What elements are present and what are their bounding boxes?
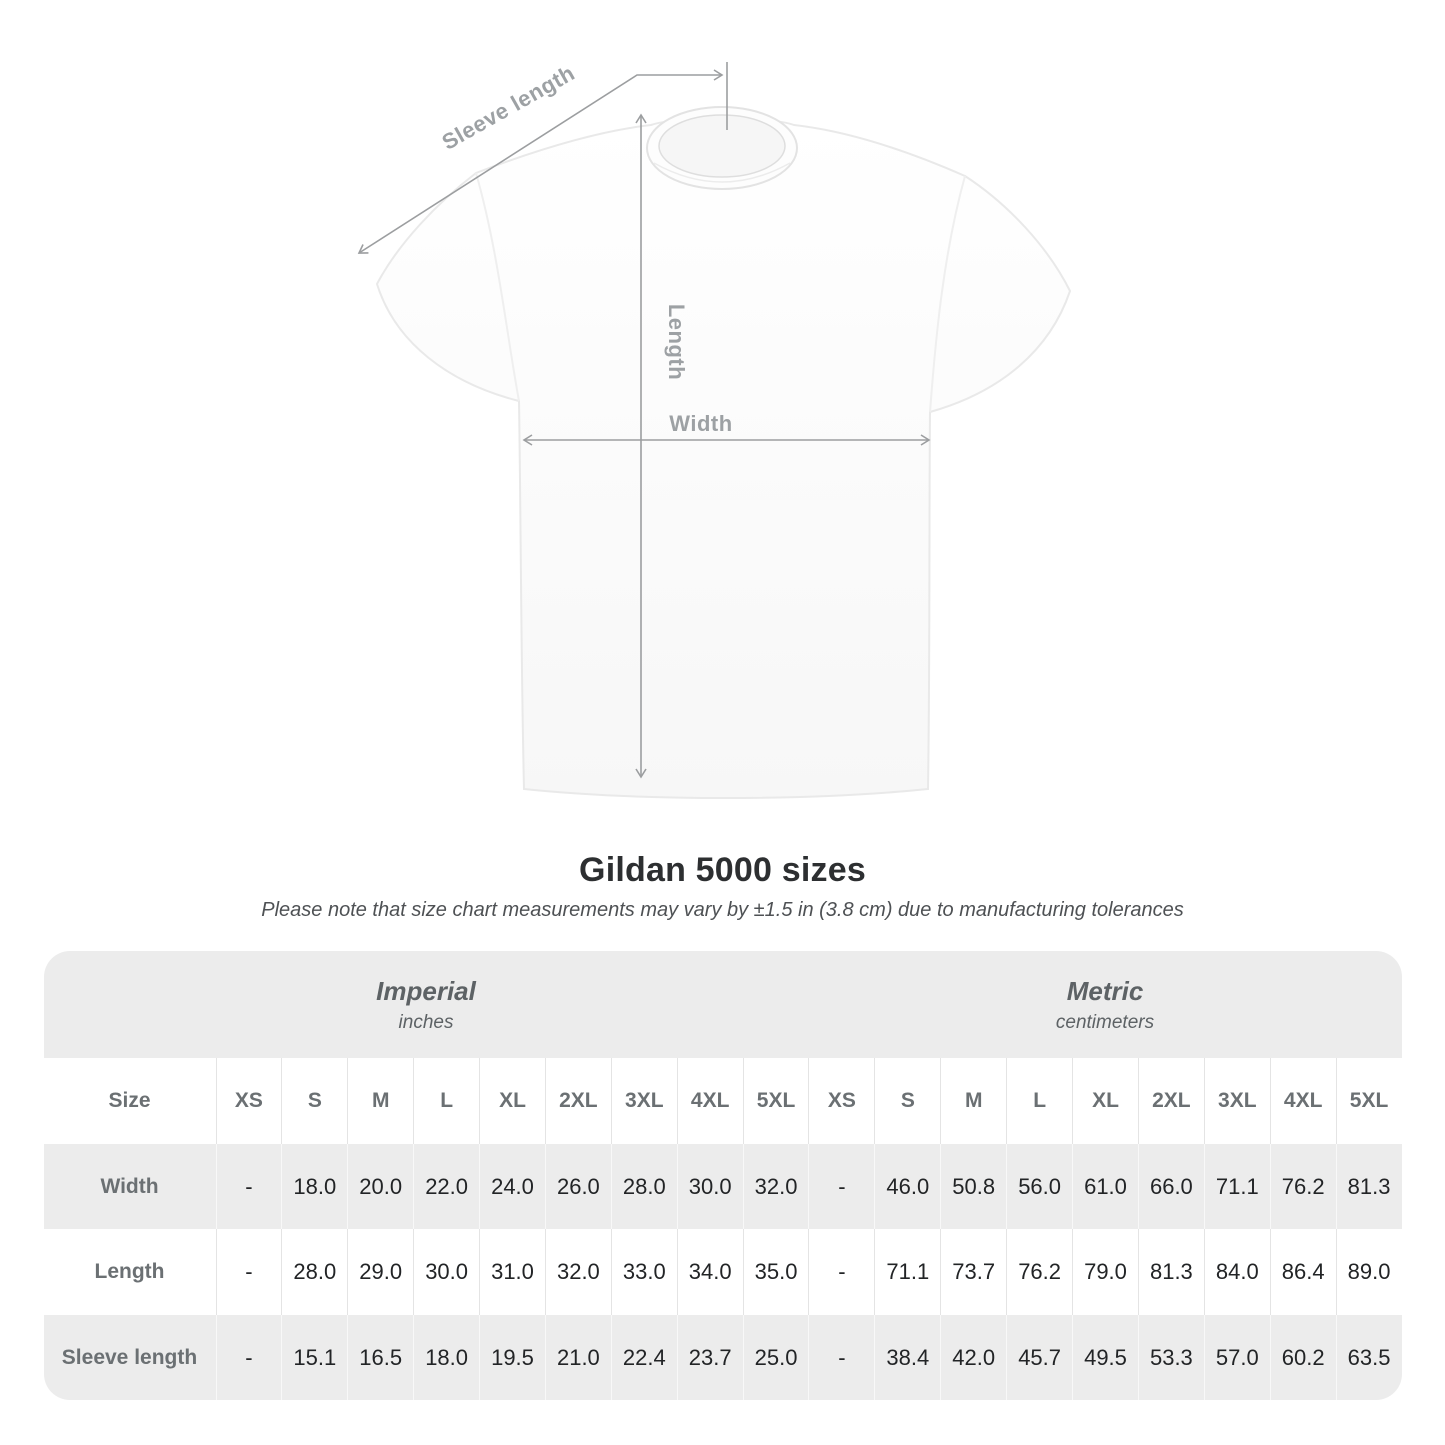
table-row-sleeve-length (44, 1315, 1402, 1400)
value-cell: 76.2 (1270, 1144, 1336, 1229)
value-cell: - (216, 1144, 282, 1229)
table-row-length (44, 1229, 1402, 1315)
value-cell: 19.5 (479, 1315, 545, 1400)
value-cell: 30.0 (677, 1144, 743, 1229)
value-cell: 63.5 (1336, 1315, 1402, 1400)
value-cell: - (216, 1315, 282, 1400)
value-cell: 81.3 (1138, 1229, 1204, 1315)
value-cell: 25.0 (743, 1315, 809, 1400)
size-col-header: XL (1072, 1058, 1138, 1144)
value-cell: 16.5 (347, 1315, 413, 1400)
size-col-header: 5XL (1336, 1058, 1402, 1144)
size-col-header: XS (216, 1058, 282, 1144)
page-title: Gildan 5000 sizes (579, 851, 866, 889)
value-cell: 22.4 (611, 1315, 677, 1400)
value-cell: 89.0 (1336, 1229, 1402, 1315)
value-cell: 34.0 (677, 1229, 743, 1315)
value-cell: 60.2 (1270, 1315, 1336, 1400)
value-cell: 71.1 (874, 1229, 940, 1315)
value-cell: 20.0 (347, 1144, 413, 1229)
metric-title: Metric (1066, 975, 1144, 1006)
value-cell: 28.0 (281, 1229, 347, 1315)
size-col-header: 4XL (1270, 1058, 1336, 1144)
value-cell: 33.0 (611, 1229, 677, 1315)
value-cell: 18.0 (413, 1315, 479, 1400)
size-col-header: S (281, 1058, 347, 1144)
size-table (44, 951, 1402, 1400)
unit-band (44, 951, 1402, 1058)
value-cell: 32.0 (545, 1229, 611, 1315)
value-cell: 84.0 (1204, 1229, 1270, 1315)
value-cell: 66.0 (1138, 1144, 1204, 1229)
value-cell: 73.7 (940, 1229, 1006, 1315)
size-col-header: 3XL (611, 1058, 677, 1144)
size-col-header: 2XL (1138, 1058, 1204, 1144)
value-cell: - (808, 1144, 874, 1229)
value-cell: 50.8 (940, 1144, 1006, 1229)
size-header-row (44, 1058, 1402, 1144)
size-col-header: 4XL (677, 1058, 743, 1144)
value-cell: 56.0 (1006, 1144, 1072, 1229)
metric-group-header (809, 951, 1402, 1058)
value-cell: 86.4 (1270, 1229, 1336, 1315)
value-cell: 24.0 (479, 1144, 545, 1229)
table-row-width (44, 1144, 1402, 1229)
value-cell: - (808, 1229, 874, 1315)
value-cell: 31.0 (479, 1229, 545, 1315)
collar-opening (659, 115, 785, 177)
tshirt-shape (377, 107, 1070, 798)
length-label: Length (664, 303, 689, 381)
value-cell: 21.0 (545, 1315, 611, 1400)
value-cell: 32.0 (743, 1144, 809, 1229)
value-cell: 57.0 (1204, 1315, 1270, 1400)
value-cell: 35.0 (743, 1229, 809, 1315)
corner-label: Size (108, 1089, 151, 1112)
value-cell: 49.5 (1072, 1315, 1138, 1400)
size-col-header: XL (479, 1058, 545, 1144)
value-cell: 42.0 (940, 1315, 1006, 1400)
value-cell: 29.0 (347, 1229, 413, 1315)
value-cell: 71.1 (1204, 1144, 1270, 1229)
width-label: Width (669, 411, 733, 436)
metric-unit: centimeters (1055, 1011, 1155, 1033)
size-col-header: M (347, 1058, 413, 1144)
size-col-header: 3XL (1204, 1058, 1270, 1144)
size-col-header: S (874, 1058, 940, 1144)
tolerance-note: Please note that size chart measurements may vary by ±1.5 in (3.8 cm) due to manufacturing tolerances (261, 899, 1184, 921)
sleeve-length-label: Sleeve length (437, 60, 580, 155)
value-cell: 30.0 (413, 1229, 479, 1315)
value-cell: 79.0 (1072, 1229, 1138, 1315)
size-col-header: L (413, 1058, 479, 1144)
value-cell: - (216, 1229, 282, 1315)
imperial-title: Imperial (376, 975, 476, 1006)
imperial-group-header (44, 951, 809, 1058)
imperial-unit: inches (398, 1011, 454, 1033)
value-cell: 76.2 (1006, 1229, 1072, 1315)
value-cell: 53.3 (1138, 1315, 1204, 1400)
row-label: Sleeve length (61, 1345, 198, 1369)
size-col-header: 5XL (743, 1058, 809, 1144)
value-cell: 45.7 (1006, 1315, 1072, 1400)
value-cell: 18.0 (281, 1144, 347, 1229)
value-cell: 22.0 (413, 1144, 479, 1229)
size-col-header: L (1006, 1058, 1072, 1144)
value-cell: 46.0 (874, 1144, 940, 1229)
value-cell: - (808, 1315, 874, 1400)
size-col-header: XS (808, 1058, 874, 1144)
row-label: Width (100, 1174, 159, 1198)
row-label: Length (94, 1260, 165, 1283)
value-cell: 23.7 (677, 1315, 743, 1400)
value-cell: 61.0 (1072, 1144, 1138, 1229)
value-cell: 28.0 (611, 1144, 677, 1229)
value-cell: 15.1 (281, 1315, 347, 1400)
value-cell: 26.0 (545, 1144, 611, 1229)
size-col-header: 2XL (545, 1058, 611, 1144)
value-cell: 38.4 (874, 1315, 940, 1400)
value-cell: 81.3 (1336, 1144, 1402, 1229)
size-col-header: M (940, 1058, 1006, 1144)
